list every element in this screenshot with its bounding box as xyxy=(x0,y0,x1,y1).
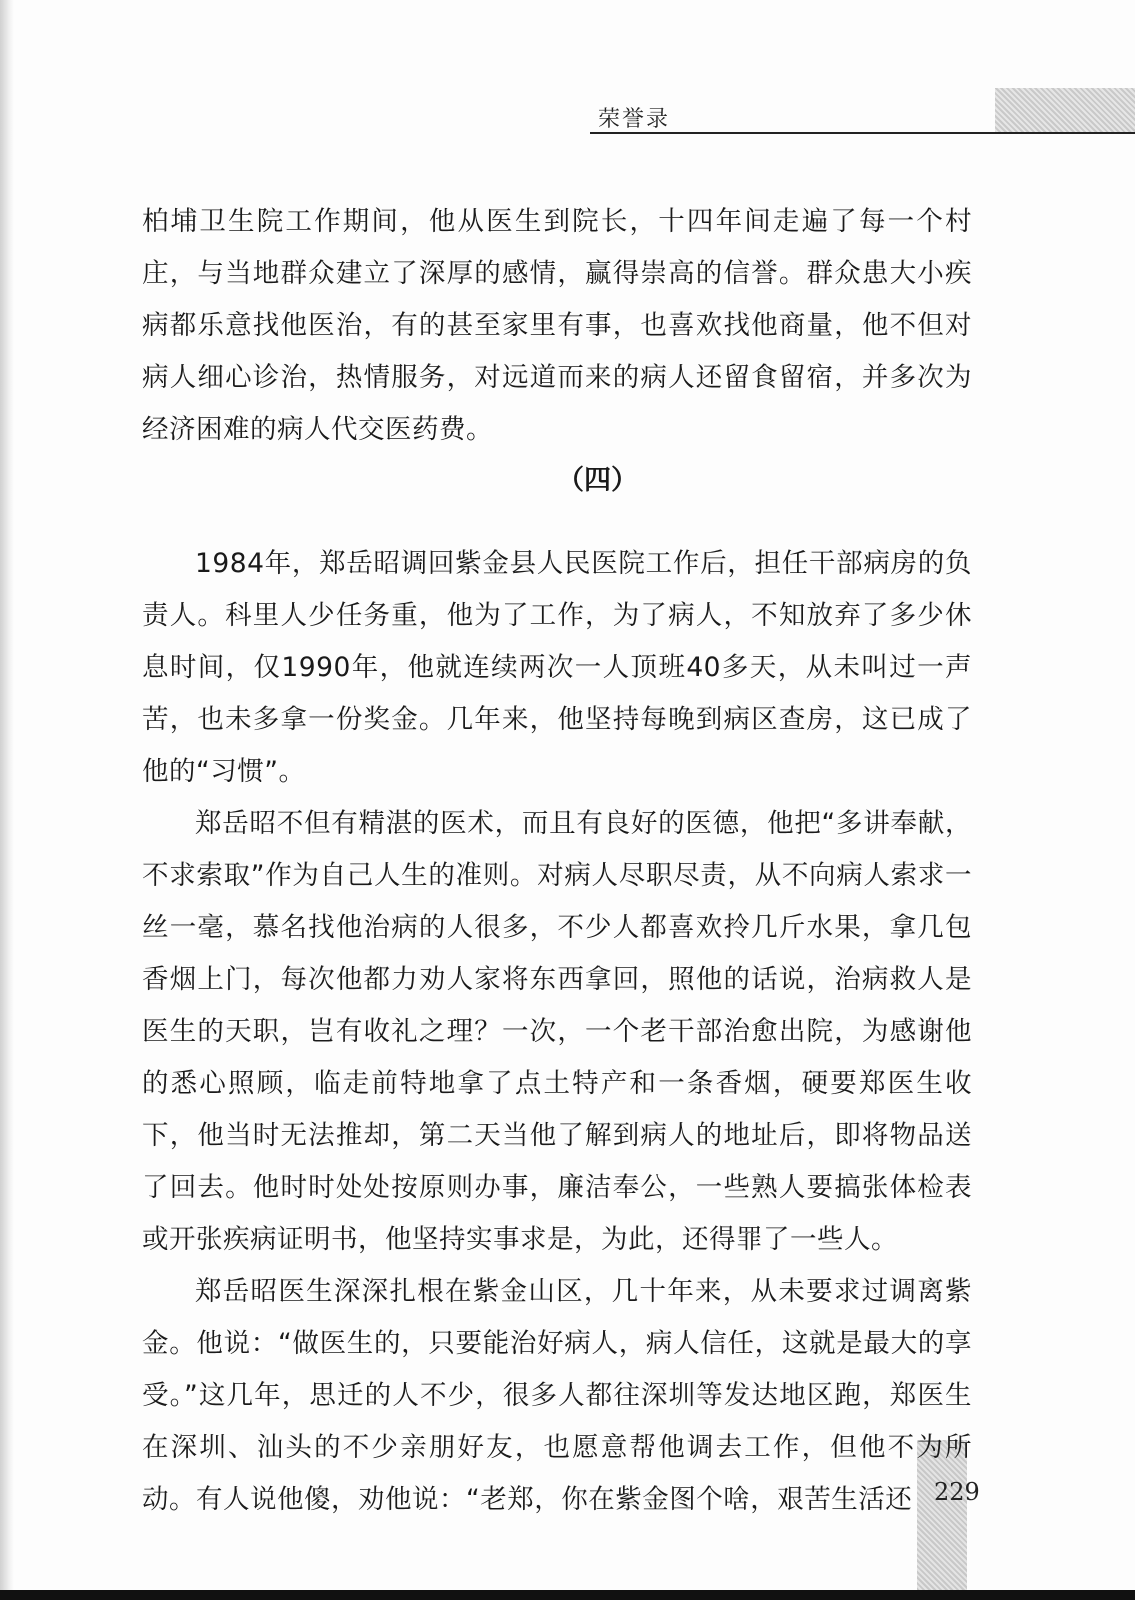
header-scan-tab xyxy=(995,88,1135,134)
page-number: 229 xyxy=(934,1478,980,1506)
section-body xyxy=(142,538,972,1526)
paragraph-medical-ethics: 郑岳昭不但有精湛的医术，而且有良好的医德，他把“多讲奉献，不求索取”作为自己人生的准则。对病人尽职尽责，从不向病人索求一丝一毫，慕名找他治病的人很多，不少人都喜欢拎几斤水果，拿几包香烟上门，每次他都力劝人家将东西拿回，照他的话说，治病救人是医生的天职，岂有收礼之理？一次，一个老干部治愈出院，为感谢他的悉心照顾，临走前特地拿了点土特产和一条香烟，硬要郑医生收下，他当时无法推却，第二天当他了解到病人的地址后，即将物品送了回去。他时时处处按原则办事，廉洁奉公，一些熟人要搞张体检表或开张疾病证明书，他坚持实事求是，为此，还得罪了一些人。 xyxy=(142,808,972,1255)
scan-bottom-edge xyxy=(0,1590,1135,1600)
running-header-title: 荣誉录 xyxy=(598,107,671,132)
section-heading: （四） xyxy=(557,465,638,496)
paragraph-rooted-in-zijin: 郑岳昭医生深深扎根在紫金山区，几十年来，从未要求过调离紫金。他说：“做医生的，只要能治好病人，病人信任，这就是最大的享受。”这几年，思迁的人不少，很多人都往深圳等发达地区跑，郑医生在深圳、汕头的不少亲朋好友，也愿意帮他调去工作，但他不为所动。有人说他傻，劝他说：“老郑，你在紫金图个啥，艰苦生活还 xyxy=(142,1276,972,1515)
header-rule xyxy=(590,132,1135,134)
paragraph-1984: 1984年，郑岳昭调回紫金县人民医院工作后，担任干部病房的负责人。科里人少任务重，他为了工作，为了病人，不知放弃了多少休息时间，仅1990年，他就连续两次一人顶班40多天，从未叫过一声苦，也未多拿一份奖金。几年来，他坚持每晚到病区查房，这已成了他的“习惯”。 xyxy=(142,548,972,787)
page-gutter-shadow xyxy=(0,0,14,1600)
paragraph-text: 柏埔卫生院工作期间，他从医生到院长，十四年间走遍了每一个村庄，与当地群众建立了深厚的感情，赢得崇高的信誉。群众患大小疾病都乐意找他医治，有的甚至家里有事，也喜欢找他商量，他不但对病人细心诊治，热情服务，对远道而来的病人还留食留宿，并多次为经济困难的病人代交医药费。 xyxy=(142,206,972,445)
continued-paragraph xyxy=(142,196,972,456)
